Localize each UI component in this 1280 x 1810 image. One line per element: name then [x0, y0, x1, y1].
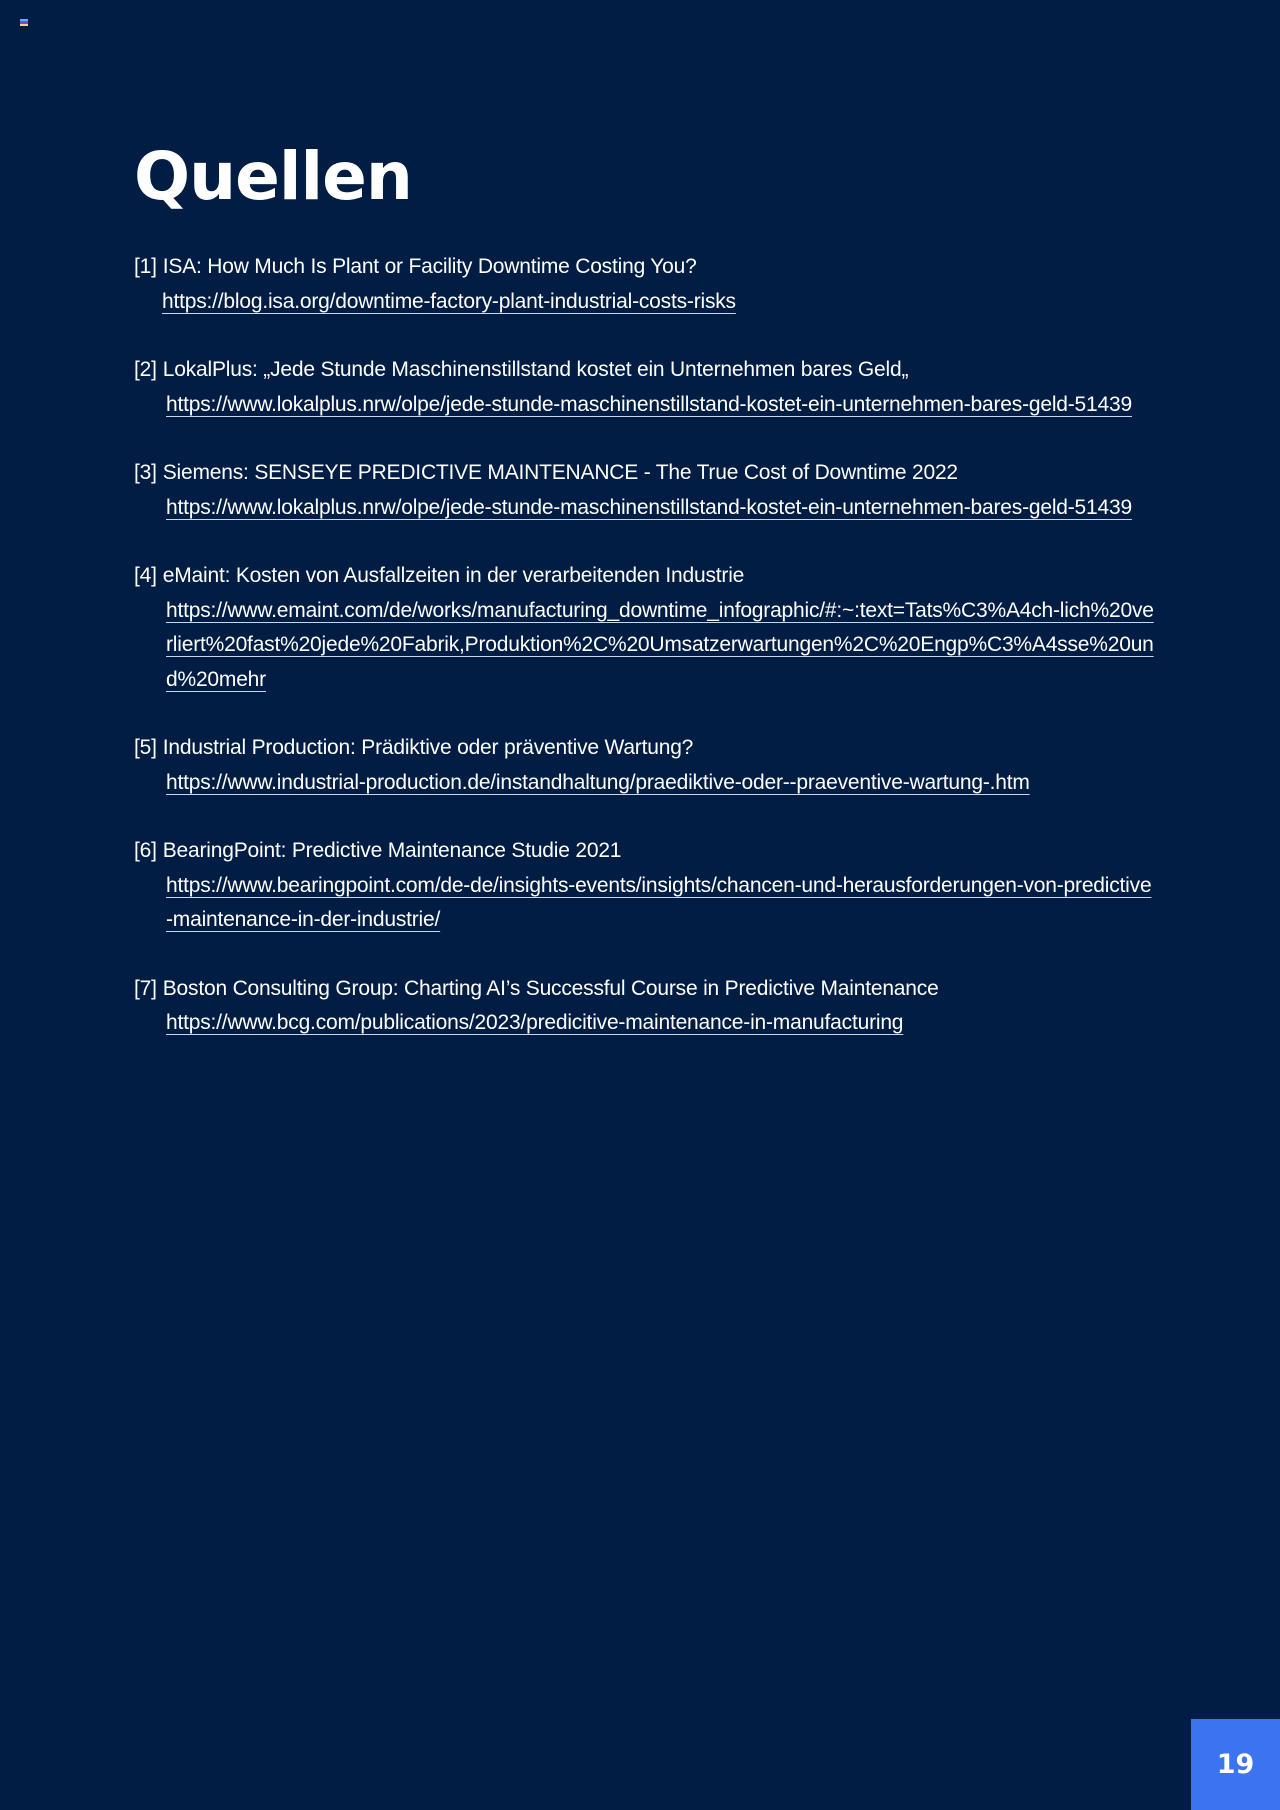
source-title: ISA: How Much Is Plant or Facility Downtime Costing You? [162, 255, 697, 278]
source-title: BearingPoint: Predictive Maintenance Studie 2021 [162, 839, 622, 862]
source-item-7 [134, 972, 1154, 1041]
source-title: LokalPlus: „Jede Stunde Maschinenstillstand kostet ein Unternehmen bares Geld„ [162, 358, 909, 381]
source-number: [2] [134, 358, 157, 381]
source-link[interactable]: https://www.lokalplus.nrw/olpe/jede-stunde-maschinenstillstand-kostet-ein-unternehmen-bares-geld-51439 [166, 392, 1132, 416]
source-title: eMaint: Kosten von Ausfallzeiten in der verarbeitenden Industrie [162, 564, 745, 587]
page-title: Quellen [134, 138, 412, 215]
source-title: Siemens: SENSEYE PREDICTIVE MAINTENANCE - The True Cost of Downtime 2022 [162, 461, 958, 484]
source-number: [1] [134, 255, 157, 278]
source-item-1 [134, 250, 1154, 319]
page-number-badge [1191, 1719, 1280, 1810]
source-number: [5] [134, 736, 157, 759]
source-item-2 [134, 353, 1154, 422]
source-title-line [134, 559, 1154, 594]
source-number: [4] [134, 564, 157, 587]
source-title-line [134, 972, 1154, 1007]
source-title-line [134, 456, 1154, 491]
source-title: Industrial Production: Prädiktive oder präventive Wartung? [162, 736, 694, 759]
source-item-6 [134, 834, 1154, 938]
source-item-4 [134, 559, 1154, 697]
source-title-line [134, 353, 1154, 388]
page-number: 19 [1216, 1749, 1255, 1780]
flag-icon [20, 19, 28, 26]
source-title: Boston Consulting Group: Charting AI’s Successful Course in Predictive Maintenance [162, 976, 939, 1000]
source-number: [6] [134, 839, 157, 862]
sources-list [134, 250, 1154, 1075]
source-link[interactable]: https://blog.isa.org/downtime-factory-plant-industrial-costs-risks [162, 289, 736, 313]
source-number: [3] [134, 461, 157, 484]
source-link[interactable]: https://www.emaint.com/de/works/manufacturing_downtime_infographic/#:~:text=Tats%C3%A4ch-lich%20verliert%20fast%20jede%20Fabrik,Produktion%2C%20Umsatzerwartungen%2C%20Engp%C3%A4sse%20und%20mehr [166, 598, 1154, 691]
source-link[interactable]: https://www.industrial-production.de/instandhaltung/praediktive-oder--praeventive-wartung-.htm [166, 770, 1030, 794]
source-title-line [134, 731, 1154, 766]
source-link[interactable]: https://www.bcg.com/publications/2023/predicitive-maintenance-in-manufacturing [166, 1011, 904, 1034]
flag-stripe-bottom [20, 24, 28, 26]
source-link[interactable]: https://www.lokalplus.nrw/olpe/jede-stunde-maschinenstillstand-kostet-ein-unternehmen-bares-geld-51439 [166, 495, 1132, 519]
source-item-3 [134, 456, 1154, 525]
source-link[interactable]: https://www.bearingpoint.com/de-de/insights-events/insights/chancen-und-herausforderungen-von-predictive-maintenance-in-der-industrie/ [166, 873, 1152, 931]
source-title-line [134, 834, 1154, 869]
source-title-line [134, 250, 1154, 285]
source-number: [7] [134, 976, 157, 1000]
source-item-5 [134, 731, 1154, 800]
